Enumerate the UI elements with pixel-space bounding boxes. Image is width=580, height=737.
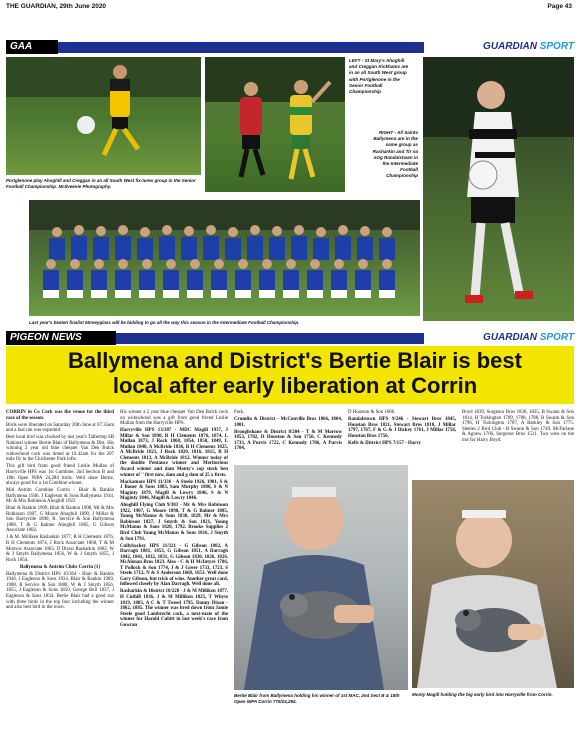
article-column-3 <box>234 410 342 453</box>
photo-moneyglass-team <box>29 200 420 316</box>
man-holding-pigeon-illustration-2 <box>412 480 574 688</box>
article-paragraph: Ahoghill Flying Club 9/303 - Mr & Mrs Robinson 1922, 1907, G Moore 1890, T & G Balmer 1885, Young McManus & Sons 1830, 1829, Mr & Mrs Robinson 1827, J Smyth & Son 1821, Young McManus & Sons 1820, 1792. Brooke Supplies 2 Bird Club Young McManus & Sons 1816, J Smyth & Son 1791. <box>120 503 228 542</box>
sport-word: SPORT <box>539 41 574 52</box>
article-paragraph: Birds were liberated on Saturday 20th June at 07.35am and a fast run was expected. <box>6 422 114 434</box>
team-photo-illustration <box>29 200 420 316</box>
gaa-label-box <box>6 40 58 54</box>
caption-monty-magill: Monty Magill holding the big early bird into Harryville from Corrin. <box>412 692 553 697</box>
article-paragraph: CORRIN in Co Cork was the venue for the third race of the season. <box>6 410 114 421</box>
article-paragraph: Broughshane & District 8/204 - T & M Morrow 1853, 1782, D Houston & Son 1750, C Kennedy 1733, A Purvis 1722, C Kennedy 1706, A Purvis 1704, <box>234 429 342 452</box>
photo-ahoghill-creggan <box>205 57 345 192</box>
article-paragraph: This gift bird from good friend Leslie Mullan of Harryville HPS was 1st Combine, 2nd Section B and 18th Open NIPA 24,284 birds. Well done Bertie, always good for a 1st Combine winner. <box>6 464 114 487</box>
article-paragraph: Mid Antrim Combine Corrin - Blair & Rankin Ballymena 1946, J Eagleson & Sons Ballymena 1934, Mr & Mrs Robinson Ahoghill 1922 <box>6 488 114 505</box>
sport-word: SPORT <box>539 332 574 343</box>
guardian-sport-logo-2 <box>424 331 574 345</box>
photo-portglenone-player <box>6 57 201 175</box>
article-column-2 <box>120 410 228 630</box>
guardian-word: GUARDIAN <box>483 41 537 52</box>
football-icon <box>469 161 497 189</box>
article-paragraph: Kells & District HPS 7/157 - Harry <box>348 440 422 446</box>
article-column-5 <box>462 410 574 445</box>
caption-ahoghill-creggan: LEFT - St Mary's Ahoghill and Creggan Kickhams are in an all South West group with Portglenone in the Senior Football Championship <box>349 58 409 95</box>
page-number: Page 43 <box>547 3 572 10</box>
article-paragraph: Rasharkin & District 10/228 - J & M Milliken 1877, H Cuthill 1836, J & M Milliken 1825, T Whyte 1819, 1803, A C & T Tweed 1795. Danny Dixon - 1862, 1885. The winner was bred down from Jamie Steele good Lambrecht cock, a next-mate of the winner for Harold Cubitt in last week's race from Gowran <box>120 589 228 628</box>
article-column-1 <box>6 410 114 612</box>
pigeon-news-label: PIGEON NEWS <box>10 332 82 343</box>
article-paragraph: Ballymena & Antrim Clubs Corrin (1) <box>19 564 100 570</box>
article-column-4 <box>348 410 456 448</box>
caption-portglenone: Portglenone play Ahoghill and Creggan in an all South West fix-tures group in the Senior Football Championship. McIlveenie Photography. <box>6 178 196 189</box>
article-paragraph: Park. <box>234 410 245 415</box>
photo-bertie-blair <box>234 465 408 690</box>
newspaper-date: THE GUARDIAN, 29th June 2020 <box>6 3 107 10</box>
article-paragraph: Blair & Rankin 1909, Blair & Rankin 1908, Mr & Mrs Robinson 1907, G Moore Ahoghill 1890, J Millar & Son Harryville 1890, R. Service & Son Ballymena 1888, T & G Balmer Ahoghill 1885, G Gibson Associate 1882. <box>6 506 114 534</box>
article-paragraph: J & M. Milliken Rasharkin 1877, R H Clements 1876, R H Clements 1874, J Rock Associate 1868, T & M Morrow Associate 1863, D Dixon Rasharkin 1862, W & J Smyth Ballymena 1856, W & J Smyth 1855, J Rock 1854. <box>6 535 114 563</box>
two-players-illustration <box>205 57 345 192</box>
photo-monty-magill <box>412 480 574 688</box>
article-paragraph: Randalstown HPS 9/246 - Stewart Bros 1845, Houston Bros 1821, Stewart Bros 1810, J Millar 1797, 1767, F & G & J Dickey 1761, J Millar 1756, Houston Bros 1756. <box>348 417 456 439</box>
gaa-label: GAA <box>10 41 33 52</box>
player-running-illustration <box>423 57 574 321</box>
article-headline: Ballymena and District's Bertie Blair is best local after early liberation at Corrin <box>68 348 522 398</box>
pigeon-news-label-box <box>6 331 116 345</box>
player-kicking-illustration <box>6 57 201 175</box>
caption-all-saints: RIGHT - All Saints Ballymena are in the same group as Rasharkin and Tir na nOg Randalstown in the Intermediate Football Championship <box>372 130 418 179</box>
caption-moneyglass: Last year's beaten finalist Moneyglass will be bidding to go all the way this season in the Intermediate Football Championship. <box>29 320 300 325</box>
article-paragraph: His winner a 2 year blue chequer Van Den Bulck cock on widowhood was a gift from good friend Leslie Mullan from the Harryville HPS. <box>120 410 228 427</box>
article-paragraph: Best local bird was clocked by last year's Talbertop SB National winner Bertie Blair of Ballymena & Dist. His winning 2 year old blue chequer Van Den Bulck widowhood cock was timed at 10.42am for the 207 mile fly to the Chichester Park lofts. <box>6 435 114 463</box>
article-paragraph: D Houston & Son 1686. <box>348 410 396 415</box>
article-paragraph: Cullybackey HPS 11/321 - G Gibson 1882, A Darragh 1881, 1853, G Gibson 1851, A Darragh 1842, 1841, 1832, 1831, G Gibson 1830, 1826, 1826. McAlonan Bros 1823. Also - C & H McIntyre 1786, T Pollock & Son 1774, J & J Greer 1733, 1723, S Steele 1712, N & S Anderson 1668, 1653. Well done Gary Gibson, but trick of wins. Another great card, followed closely by Alan Darragh. Well done all. <box>120 543 228 588</box>
photo-all-saints-player <box>423 57 574 321</box>
caption-bertie-blair: Bertie Blair from Ballymena holding his winner of 1st MAC, 2nd Sect B & 18th Open NIPA Corrin 775/24,284. <box>234 693 400 704</box>
guardian-word: GUARDIAN <box>483 332 537 343</box>
article-paragraph: Boyd 1839, Surgenor Bros 1836, 1825, B Swann & Son 1814, H Torkington 1789, 1788, 1788, B Swann & Son 1796, H Torkington 1787, A Barkley & Son 1775. Steeles 2 Bird Club - B Swann & Son 1749, McFarlane & Agnew 1766, Surgenor Bros 1521. Two wins on the trot for Harry Boyd. <box>462 410 574 443</box>
guardian-sport-logo <box>424 40 574 54</box>
football-icon <box>77 116 95 134</box>
article-paragraph: Harryville HPS 13/387 - MDC Magill 1937, J Millar & Son 1890, R H Clements 1876, 1874, L Mullan 1873, J Rock 1868, 1854, 1850, 1849, L Mullan 1848, A McBride 1836, R H Clements 1825, A McBride 1821, J Rock 1820, 1816, 1815, R H Clements 1813, A McBride 1812. Winner today of the double Pentance winner and Meritorious Award winner and dam Monty's cop stock hen winner of '' first now, dam and g dam of 25 x firsts. <box>120 428 228 478</box>
article-paragraph: Ballymena & District HPS 10/364 - Blair & Rankin 1946, J Eagleson & Sons 1934, Blair & Rankin 1909, 1908, R Service & Son 1888, W & J Smyth 1856, 1855, J Eagleson & Sons 1850, George Bell 1837, J Eagleson & Sons 1834. Bertie Blair had a good run with three birds in the top four including the winner and also best bird in the town. <box>6 571 114 611</box>
article-paragraph: Crumlin & District - McConville Bros 1866, 1804, 1801. <box>234 417 342 428</box>
man-holding-pigeon-illustration <box>234 465 408 690</box>
article-paragraph: Mackamore HPS 11/336 - A Steele 1926, 1901, S & J Boner & Sons 1883, Sam Murphy 1880, S & N Maginty 1879, Magill & Lowry 1846, S & N Maginty 1846, Magill & Lowry 1846. <box>120 479 228 502</box>
